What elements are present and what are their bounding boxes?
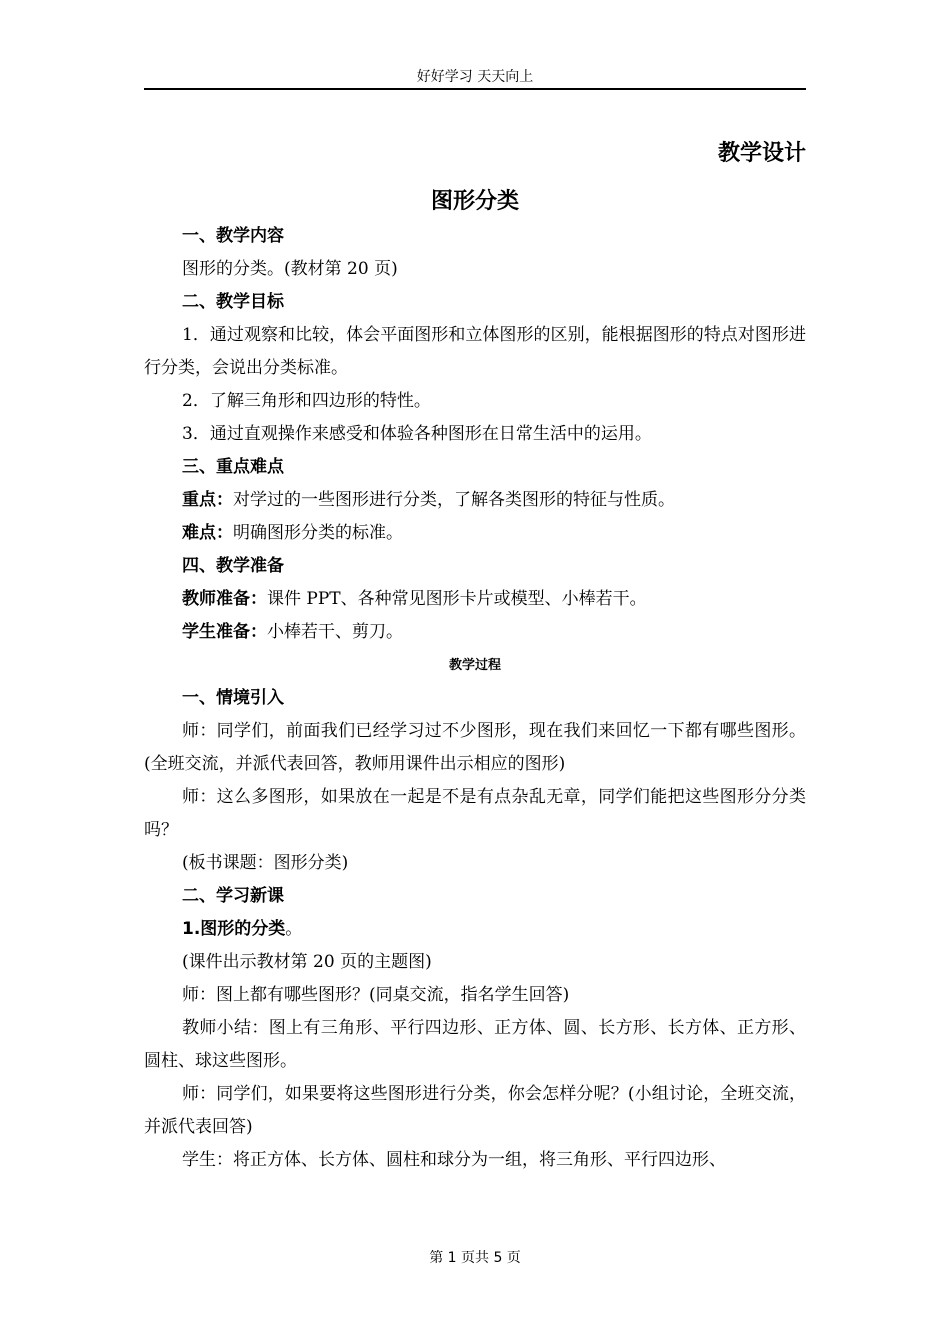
document-body	[144, 220, 806, 1177]
difficulty-point	[144, 517, 806, 550]
section-heading: 二、教学目标	[182, 292, 284, 312]
dialogue-line: 师：同学们，前面我们已经学习过不少图形，现在我们来回忆一下都有哪些图形。(全班交流，并派代表回答，教师用课件出示相应的图形)	[144, 721, 806, 774]
student-prep	[144, 616, 806, 649]
objective-item: 3．通过直观操作来感受和体验各种图形在日常生活中的运用。	[182, 424, 652, 444]
process-heading: 教学过程	[448, 658, 501, 673]
document-type-label: 教学设计	[717, 141, 806, 166]
page-title: 图形分类	[430, 189, 519, 214]
subsection-heading	[144, 913, 806, 946]
dialogue-line: (板书课题：图形分类)	[182, 853, 349, 873]
section-heading: 四、教学准备	[182, 556, 284, 576]
section-heading: 二、学习新课	[182, 886, 284, 906]
difficulty-text: 明确图形分类的标准。	[233, 523, 403, 543]
objective-item: 2．了解三角形和四边形的特性。	[182, 391, 431, 411]
difficulty-label: 难点：	[182, 523, 233, 543]
key-point-label: 重点：	[182, 490, 233, 510]
key-point-text: 对学过的一些图形进行分类，了解各类图形的特征与性质。	[233, 490, 675, 510]
dialogue-line: 教师小结：图上有三角形、平行四边形、正方体、圆、长方形、长方体、正方形、圆柱、球这些图形。	[144, 1018, 806, 1071]
page-footer: 第 1 页共 5 页	[429, 1250, 521, 1266]
dialogue-line: 学生：将正方体、长方体、圆柱和球分为一组，将三角形、平行四边形、	[182, 1150, 726, 1170]
dialogue-line: (课件出示教材第 20 页的主题图)	[182, 952, 432, 972]
subsection-punct: 。	[285, 919, 303, 939]
student-prep-text: 小棒若干、剪刀。	[267, 622, 403, 642]
objective-item: 1．通过观察和比较，体会平面图形和立体图形的区别，能根据图形的特点对图形进行分类，会说出分类标准。	[144, 325, 806, 378]
student-prep-label: 学生准备：	[182, 622, 267, 642]
section-heading: 一、教学内容	[182, 226, 284, 246]
dialogue-line: 师：图上都有哪些图形？(同桌交流，指名学生回答)	[182, 985, 570, 1005]
section-heading: 一、情境引入	[182, 688, 284, 708]
teacher-prep-text: 课件 PPT、各种常见图形卡片或模型、小棒若干。	[267, 589, 647, 609]
page-header: 好好学习 天天向上	[144, 66, 806, 90]
dialogue-line: 师：这么多图形，如果放在一起是不是有点杂乱无章，同学们能把这些图形分分类吗？	[144, 787, 806, 840]
key-point	[144, 484, 806, 517]
paragraph: 图形的分类。(教材第 20 页)	[182, 259, 398, 279]
teacher-prep	[144, 583, 806, 616]
teacher-prep-label: 教师准备：	[182, 589, 267, 609]
subsection-title: 1.图形的分类	[182, 919, 286, 939]
section-heading: 三、重点难点	[182, 457, 284, 477]
dialogue-line: 师：同学们，如果要将这些图形进行分类，你会怎样分呢？(小组讨论，全班交流，并派代表回答)	[144, 1084, 806, 1137]
